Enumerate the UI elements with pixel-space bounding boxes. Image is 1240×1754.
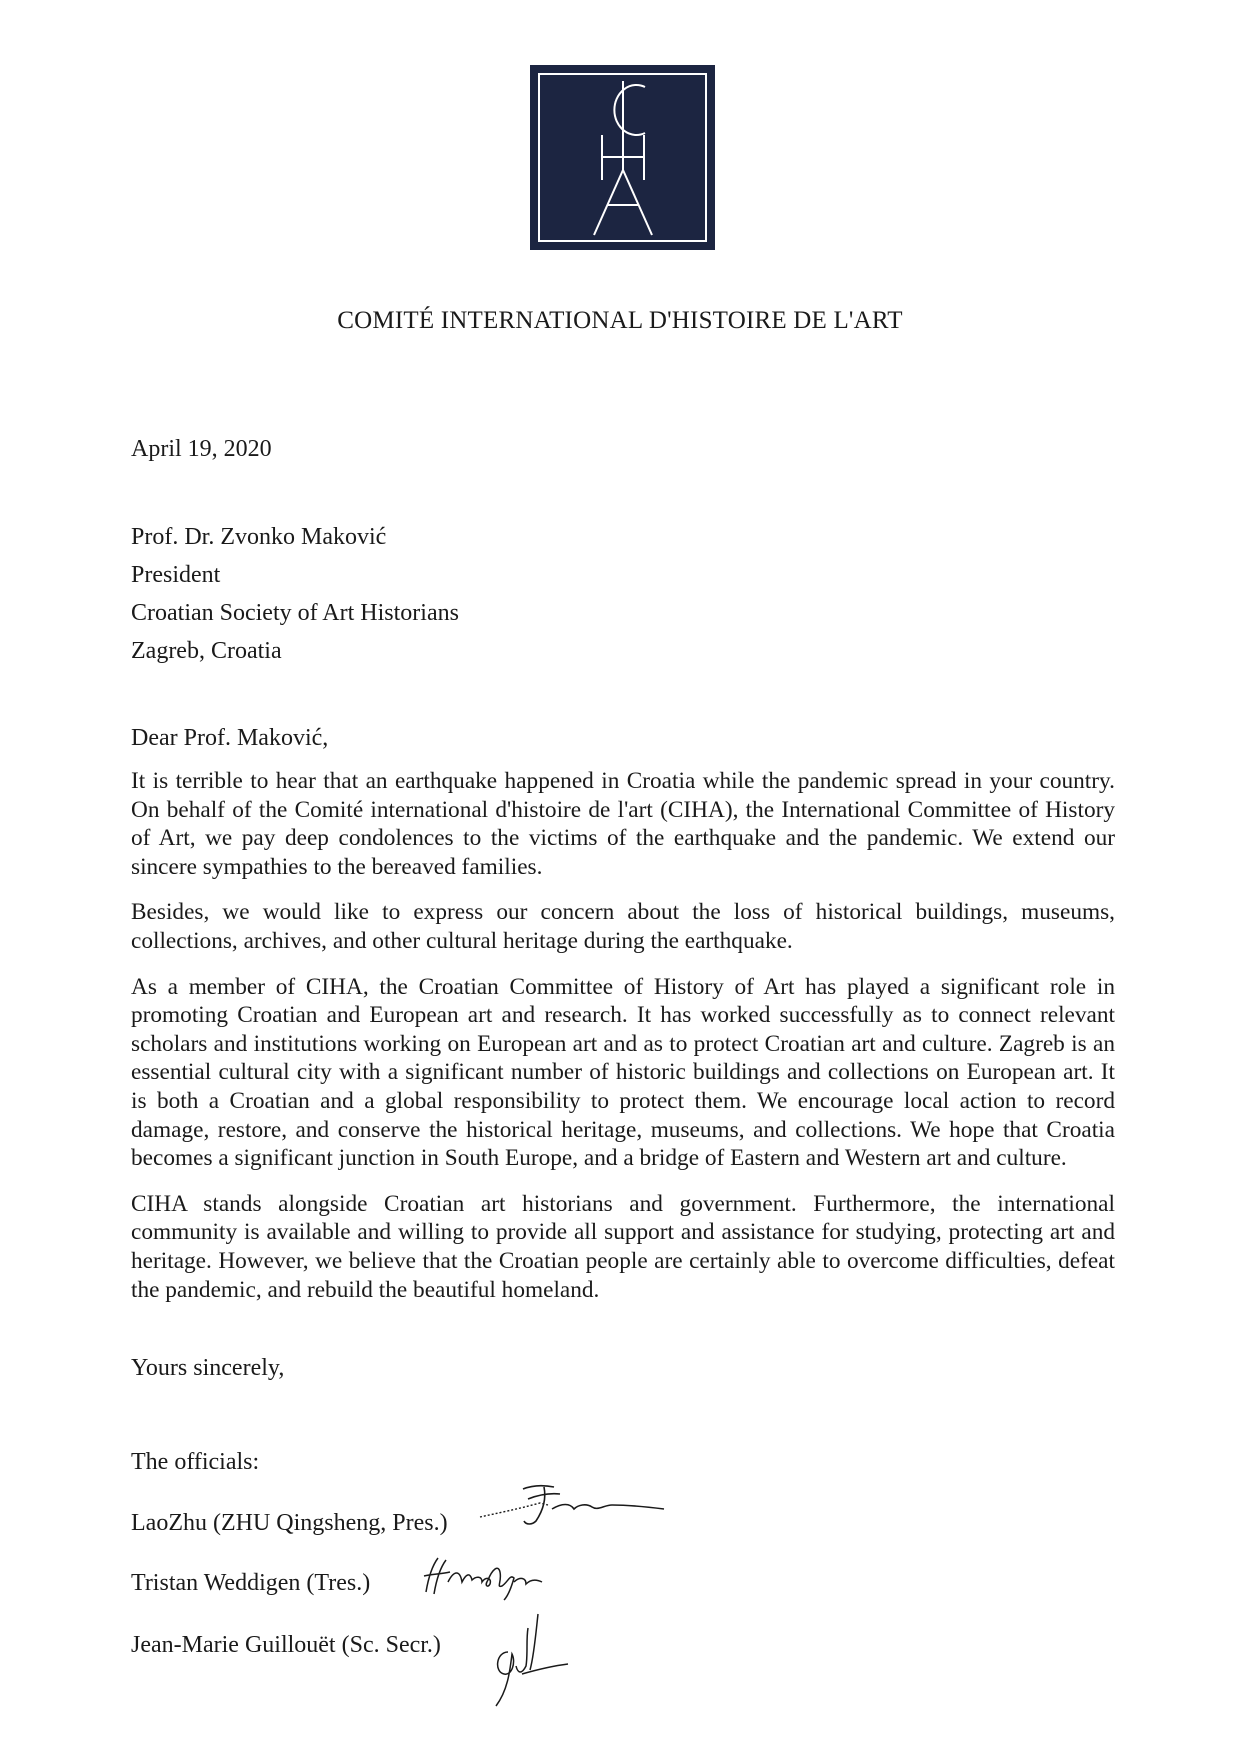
- recipient-address: [131, 518, 459, 670]
- signature-president: [478, 1475, 668, 1535]
- letter-body: [131, 767, 1115, 1321]
- organization-name: COMITÉ INTERNATIONAL D'HISTOIRE DE L'ART: [337, 307, 903, 334]
- ciha-logo: [530, 65, 715, 250]
- body-paragraph: It is terrible to hear that an earthquake happened in Croatia while the pandemic spread in your country. On behalf of the Comité international d'histoire de l'art (CIHA), the International Committee of History of Art, we pay deep condolences to the victims of the earthquake and the pandemic. We extend our sincere sympathies to the bereaved families.: [131, 768, 1115, 880]
- signature-secretary: [486, 1610, 576, 1710]
- letter-date: April 19, 2020: [131, 436, 272, 462]
- recipient-organization: Croatian Society of Art Historians: [131, 600, 459, 626]
- body-paragraph: Besides, we would like to express our concern about the loss of historical buildings, museums, collections, archives, and other cultural heritage during the earthquake.: [131, 899, 1115, 954]
- closing: Yours sincerely,: [131, 1355, 285, 1381]
- body-paragraph: As a member of CIHA, the Croatian Committee of History of Art has played a significant role in promoting Croatian and European art and research. It has worked successfully as to connect relevant scholars and institutions working on European art and as to protect Croatian art and culture. Zagreb is an essential cultural city with a significant number of historic buildings and collections on European art. It is both a Croatian and a global responsibility to protect them. We encourage local action to record damage, restore, and conserve the historical heritage, museums, and collections. We hope that Croatia becomes a significant junction in South Europe, and a bridge of Eastern and Western art and culture.: [131, 973, 1115, 1172]
- recipient-title: President: [131, 562, 221, 588]
- recipient-location: Zagreb, Croatia: [131, 638, 282, 664]
- ciha-logo-mark: [530, 65, 715, 250]
- official-president: LaoZhu (ZHU Qingsheng, Pres.): [131, 1510, 448, 1536]
- signature-treasurer: [418, 1552, 548, 1602]
- official-treasurer: Tristan Weddigen (Tres.): [131, 1570, 371, 1596]
- recipient-name: Prof. Dr. Zvonko Maković: [131, 524, 387, 550]
- official-secretary: Jean-Marie Guillouët (Sc. Secr.): [131, 1632, 441, 1658]
- officials-label: The officials:: [131, 1449, 260, 1475]
- salutation: Dear Prof. Maković,: [131, 725, 329, 751]
- body-paragraph: CIHA stands alongside Croatian art historians and government. Furthermore, the international community is available and willing to provide all support and assistance for studying, protecting art and heritage. However, we believe that the Croatian people are certainly able to overcome difficulties, defeat the pandemic, and rebuild the beautiful homeland.: [131, 1190, 1115, 1303]
